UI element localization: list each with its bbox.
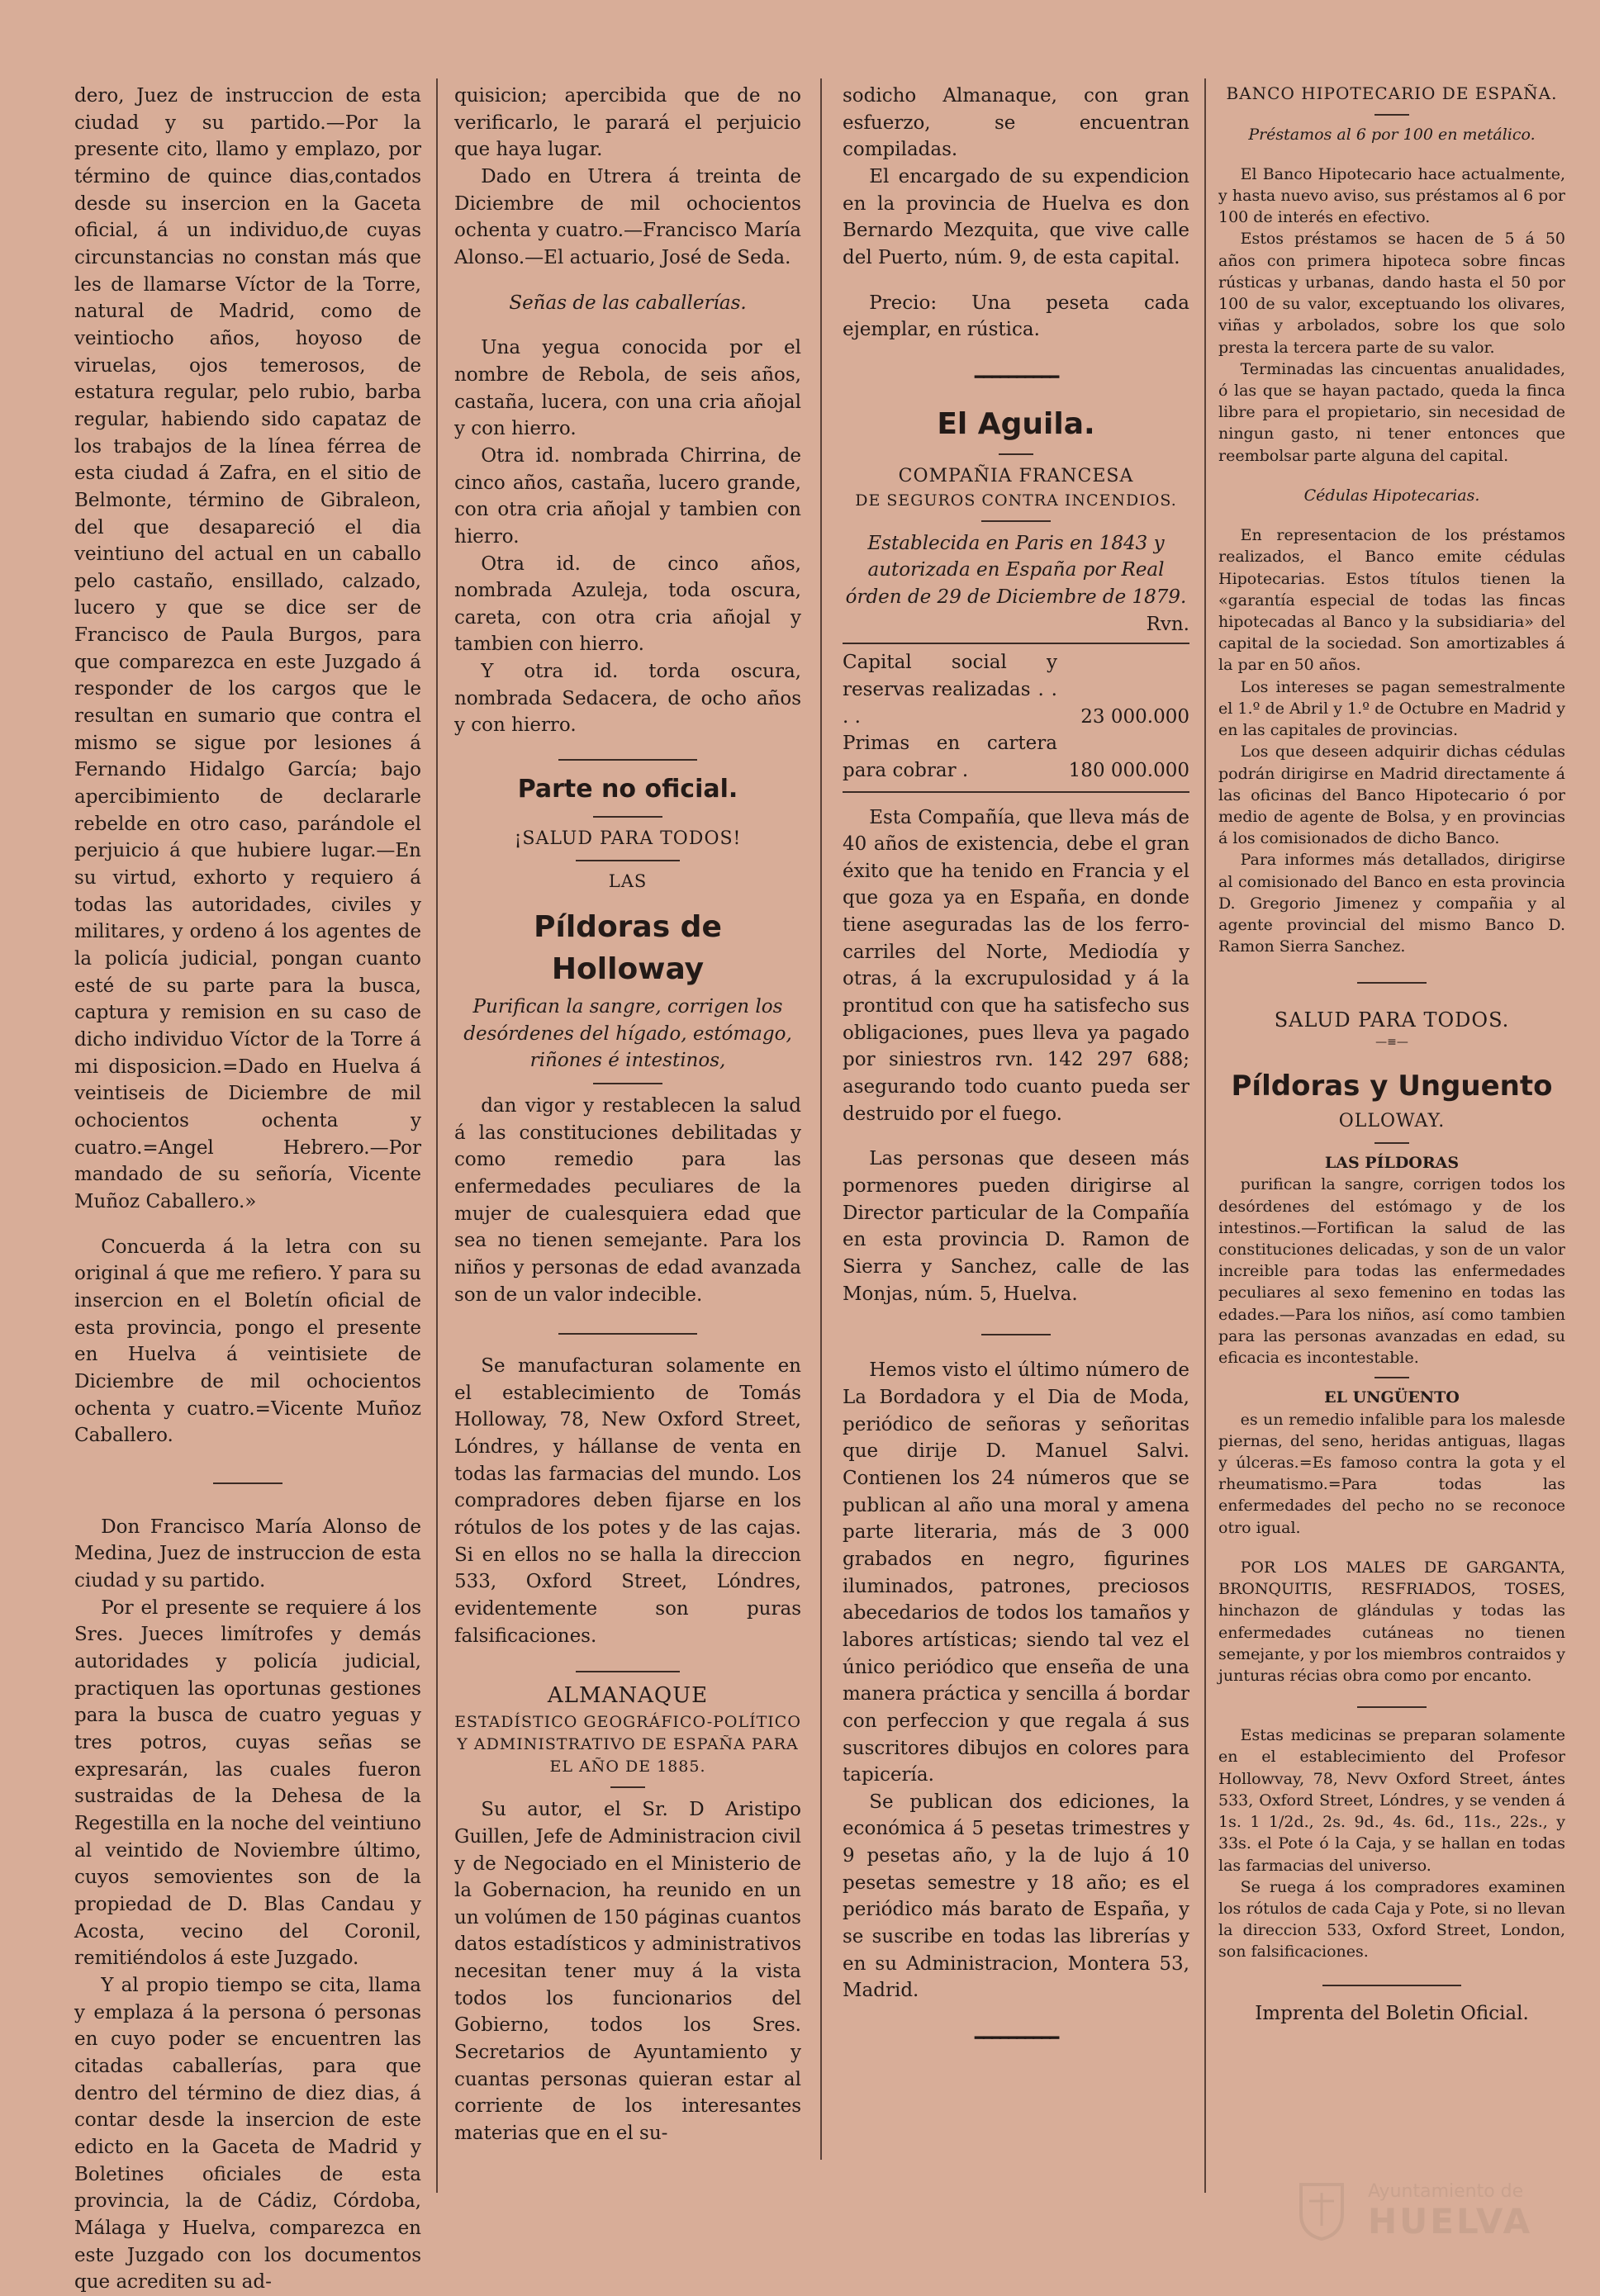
section-rule bbox=[558, 1333, 697, 1335]
paragraph: El encargado de su expendicion en la provincia de Huelva es don Bernardo Mezquita, que vive calle del Puerto, núm. 9, de esta capital. bbox=[843, 165, 1189, 268]
paragraph: Para informes más detallados, dirigirse al comisionado del Banco en esta provincia D. Gregorio Jimenez y compañia y al agente provincial del mismo Banco D. Ramon Sierra Sanchez. bbox=[1218, 851, 1565, 956]
column-4 bbox=[1218, 83, 1565, 2027]
paragraph: Los que deseen adquirir dichas cédulas podrán dirigirse en Madrid directamente á las oficinas del Banco Hipotecario ó por medio de agente de Bolsa, y en provincias á los comisionados de dicho Banco. bbox=[1218, 742, 1565, 848]
section-rule bbox=[610, 1786, 645, 1788]
paragraph: Hemos visto el último número de La Bordadora y el Dia de Moda, periódico de señoras y señoritas que dirije D. Manuel Salvi. Contienen los 24 números que se publican al año una moral y amena parte literaria, más de 3 000 grabados en negro, figurines iluminados, patrones, preciosos abecedarios de todos los tamaños y labores artísticas; siendo tal vez el único periódico que enseña de una manera práctica y sencilla á bordar con perfeccion y que regala á sus suscritores dibujos en colores para tapicería. bbox=[843, 1359, 1189, 1786]
paragraph: Terminadas las cincuentas anualidades, ó las que se hayan pactado, queda la finca libre para el propietario, sin necesidad de ningun gasto, ni tener entonces que reembolsar parte alguna del capital. bbox=[1218, 359, 1565, 465]
section-rule bbox=[576, 1671, 680, 1672]
column-1 bbox=[74, 83, 421, 2296]
paragraph: En representacion de los préstamos realizados, el Banco emite cédulas Hipotecarias. Estos títulos tienen la «garantía especial de todas las fincas hipotecadas al Banco y la subsidiaria» del capital de la sociedad. Son amortizables á la par en 50 años. bbox=[1218, 526, 1565, 675]
capital-value: 23 000.000 bbox=[1080, 705, 1189, 728]
capital-row bbox=[843, 649, 1189, 730]
section-title: BANCO HIPOTECARIO DE ESPAÑA. bbox=[1226, 83, 1558, 103]
paragraph: El Banco Hipotecario hace actualmente, y hasta nuevo aviso, sus préstamos al 6 por 100 de interés en efectivo. bbox=[1218, 164, 1565, 227]
paragraph: Se manufacturan solamente en el establecimiento de Tomás Holloway, 78, New Oxford Street, Lóndres, y hállanse de venta en todas las farmacias del mundo. Los compradores deben fijarse en los rótulos de los potes y de las cajas. Si en ellos no se halla la direccion 533, Oxford Street, Lóndres, evidentemente son puras falsificaciones. bbox=[454, 1355, 801, 1647]
paragraph: Estos préstamos se hacen de 5 á 50 años con primera hipoteca sobre fincas rústicas y urbanas, dando hasta el 50 por 100 de su valor, exceptuando los olivares, viñas y arbolados, sobre los que solo presta la tercera parte de su valor. bbox=[1218, 230, 1565, 357]
ad-subtitle: OLLOWAY. bbox=[1338, 1110, 1446, 1131]
ad-title: Píldoras de Holloway bbox=[534, 909, 722, 986]
printer-imprint: Imprenta del Boletin Oficial. bbox=[1255, 2002, 1529, 2024]
section-title: ALMANAQUE bbox=[547, 1683, 709, 1709]
paragraph: Y otra id. torda oscura, nombrada Sedacera, de ocho años y con hierro. bbox=[454, 661, 801, 737]
section-rule bbox=[981, 520, 1051, 522]
ad-subtitle: Purifican la sangre, corrigen los desórdenes del hígado, estómago, riñones é intestinos, bbox=[463, 995, 792, 1072]
section-rule bbox=[1357, 982, 1427, 984]
section-rule bbox=[576, 860, 680, 861]
subheading: LAS PÍLDORAS bbox=[1324, 1154, 1460, 1173]
ornament: —≡— bbox=[1375, 1035, 1408, 1049]
column-2 bbox=[454, 83, 801, 2147]
section-title: El Aguila. bbox=[937, 407, 1095, 442]
capital-label: Capital social y reservas realizadas . . . . bbox=[843, 652, 1057, 728]
currency-label: Rvn. bbox=[1146, 613, 1189, 635]
ornament-rule: ━━━━━━━━━━ bbox=[974, 2028, 1058, 2048]
paragraph: Don Francisco María Alonso de Medina, Juez de instruccion de esta ciudad y su partido. bbox=[74, 1516, 421, 1592]
section-rule bbox=[1357, 1706, 1427, 1708]
section-title: SALUD PARA TODOS. bbox=[1274, 1008, 1510, 1032]
paragraph: sodicho Almanaque, con gran esfuerzo, se encuentran compiladas. bbox=[843, 85, 1189, 161]
section-rule bbox=[593, 1083, 662, 1084]
ayuntamiento-watermark bbox=[1289, 2176, 1569, 2242]
section-rule bbox=[1374, 1377, 1409, 1378]
section-subtitle: Cédulas Hipotecarias. bbox=[1303, 486, 1480, 505]
paragraph: dan vigor y restablecen la salud á las constituciones debilitadas y como remedio para las enfermedades peculiares de la mujer de cualesquiera edad que sea no tienen semejante. Para los niños y personas de edad avanzada son de un valor indecible. bbox=[454, 1094, 801, 1306]
section-rule bbox=[981, 1334, 1051, 1335]
paragraph: Las personas que deseen más pormenores pueden dirigirse al Director particular de la Compañía en esta provincia D. Ramon de Sierra y Sanchez, calle de las Monjas, núm. 5, Huelva. bbox=[843, 1148, 1189, 1305]
column-divider bbox=[820, 78, 822, 2160]
section-subtitle: ¡SALUD PARA TODOS! bbox=[514, 828, 742, 849]
section-rule bbox=[593, 816, 662, 818]
paragraph: POR LOS MALES DE GARGANTA, BRONQUITIS, RESFRIADOS, TOSES, hinchazon de glándulas y todas las enfermedades cutáneas no tienen semejante, y por los miembros contraidos y junturas récias obra como por encanto. bbox=[1218, 1558, 1565, 1685]
paragraph: dero, Juez de instruccion de esta ciudad y su partido.—Por la presente cito, llamo y emplazo, por término de quince dias,contados desde su insercion en la Gaceta oficial, á un individuo,de cuyas circunstancias no constan más que les de llamarse Víctor de la Torre, natural de Madrid, como de veintiocho años, hoyoso de viruelas, ojos temerosos, de estatura regular, pelo rubio, barba regular, habiendo sido capataz de los trabajos de la línea férrea de esta ciudad á Zafra, en el sitio de Belmonte, término de Gibraleon, del que desapareció el dia veintiuno del actual en un caballo pelo castaño, ensillado, calzado, lucero y que se dice ser de Francisco de Paula Burgos, para que comparezca en este Juzgado á responder de los cargos que le resultan en sumario que contra el mismo se sigue por lesiones á Fernando Hidalgo García; bajo apercibimiento de declararle rebelde en otro caso, parándole el perjuicio á que hubiere lugar.—En su virtud, exhorto y requiero á todas las autoridades, civiles y militares, y ordeno á los agentes de la policía judicial, pongan cuanto esté de su parte para la busca, captura y remision en su caso de dicho individuo Víctor de la Torre á mi disposicion.=Dado en Huelva á veintiseis de Diciembre de mil ochocientos ochenta y cuatro.=Angel Hebrero.—Por mandado de su señoría, Vicente Muñoz Caballero.» bbox=[74, 85, 421, 1212]
company-subtitle: DE SEGUROS CONTRA INCENDIOS. bbox=[855, 491, 1177, 510]
section-subtitle: ESTADÍSTICO GEOGRÁFICO-POLÍTICO Y ADMINISTRATIVO DE ESPAÑA PARA EL AÑO DE 1885. bbox=[454, 1713, 801, 1777]
paragraph: Otra id. nombrada Chirrina, de cinco años, castaña, lucero grande, con otra cria añojal y tambien con hierro. bbox=[454, 444, 801, 548]
paragraph: Se ruega á los compradores examinen los rótulos de cada Caja y Pote, si no llevan la direccion 533, Oxford Street, London, son falsificaciones. bbox=[1218, 1877, 1565, 1962]
section-label: LAS bbox=[608, 870, 648, 891]
table-rule bbox=[843, 791, 1189, 793]
paragraph: Otra id. de cinco años, nombrada Azuleja, toda oscura, careta, con otra cria añojal y tambien con hierro. bbox=[454, 553, 801, 656]
section-rule bbox=[999, 453, 1033, 455]
section-subtitle: Préstamos al 6 por 100 en metálico. bbox=[1248, 125, 1536, 144]
company-title: COMPAÑIA FRANCESA bbox=[898, 466, 1134, 487]
primas-row bbox=[843, 730, 1189, 784]
section-rule bbox=[1374, 1142, 1409, 1144]
column-3 bbox=[843, 83, 1189, 2064]
paragraph: Los intereses se pagan semestralmente el 1.º de Abril y 1.º de Octubre en Madrid y en las capitales de provincias. bbox=[1218, 677, 1565, 740]
paragraph: Estas medicinas se preparan solamente en el establecimiento del Profesor Hollowvay, 78, Nevv Oxford Street, ántes 533, Oxford Street, Lóndres, y se venden á 1s. 1 1/2d., 2s. 9d., 4s. 6d., 11s., 22s., y 33s. el Pote ó la Caja, y se hallan en todas las farmacias del universo. bbox=[1218, 1726, 1565, 1875]
section-rule bbox=[213, 1482, 282, 1484]
section-rule bbox=[558, 759, 697, 761]
section-heading: Señas de las caballerías. bbox=[509, 292, 747, 314]
company-established: Establecida en Paris en 1843 y autorizada en España por Real órden de 29 de Diciembre de 1879. bbox=[845, 532, 1187, 608]
crest-icon bbox=[1289, 2176, 1355, 2242]
table-rule bbox=[843, 643, 1189, 644]
section-title: Parte no oficial. bbox=[517, 775, 738, 804]
paragraph: Por el presente se requiere á los Sres. Jueces limítrofes y demás autoridades y policía judicial, practiquen las oportunas gestiones para la busca de cuatro yeguas y tres potros, cuyas señas se expresarán, las cuales fueron sustraidas de la Dehesa de la Regestilla en la noche del veintiuno al veintido de Noviembre último, cuyos semovientes son de la propiedad de D. Blas Candau y Acosta, vecino del Coronil, remitiéndolos á este Juzgado. bbox=[74, 1596, 421, 1970]
paragraph: purifican la sangre, corrigen todos los desórdenes del estómago y de los intestinos.—Fortifican la salud de las constituciones delicadas, y son de un valor increible para todas las enfermedades peculiares al sexo femenino en todas las edades.—Para los niños, así como tambien para las personas avanzadas en edad, su eficacia es incontestable. bbox=[1218, 1175, 1565, 1368]
column-divider bbox=[436, 78, 438, 2193]
primas-value: 180 000.000 bbox=[1068, 759, 1189, 781]
paragraph: es un remedio infalible para los malesde piernas, del seno, heridas antiguas, llagas y úlceras.=Es famoso contra la gota y el rheumatismo.=Para todas las enfermedades del pecho no se reconoce otro igual. bbox=[1218, 1410, 1565, 1537]
subheading: EL UNGÜENTO bbox=[1324, 1388, 1460, 1407]
paragraph: Precio: Una peseta cada ejemplar, en rústica. bbox=[843, 292, 1189, 341]
watermark-line-2: HUELVA bbox=[1368, 2201, 1533, 2241]
paragraph: Concuerda á la letra con su original á que me refiero. Y para su insercion en el Boletín oficial de esta provincia, pongo el presente en Huelva á veintisiete de Diciembre de mil ochocientos ochenta y cuatro.=Vicente Muñoz Caballero. bbox=[74, 1236, 421, 1447]
paragraph: Dado en Utrera á treinta de Diciembre de mil ochocientos ochenta y cuatro.—Francisco María Alonso.—El actuario, José de Seda. bbox=[454, 165, 801, 268]
paragraph: Una yegua conocida por el nombre de Rebola, de seis años, castaña, lucera, con una cria añojal y con hierro. bbox=[454, 337, 801, 440]
paragraph: Y al propio tiempo se cita, llama y emplaza á la persona ó personas en cuyo poder se encuentren las citadas caballerías, para que dentro del término de diez dias, á contar desde la insercion de este edicto en la Gaceta de Madrid y Boletines oficiales de esta provincia, la de Cádiz, Córdoba, Málaga y Huelva, comparezca en este Juzgado con los documentos que acrediten su ad- bbox=[74, 1974, 421, 2294]
ornament-rule: ━━━━━━━━━━ bbox=[974, 366, 1058, 387]
primas-label: Primas en cartera para cobrar . bbox=[843, 733, 1057, 781]
paragraph: Su autor, el Sr. D Aristipo Guillen, Jefe de Administracion civil y de Negociado en el Ministerio de la Gobernacion, ha reunido en un un volúmen de 150 páginas cuantos datos estadísticos y administrativos necesitan tener muy á la vista todos los funcionarios del Gobierno, todos los Sres. Secretarios de Ayuntamiento y cuantas personas quieran estar al corriente de los interesantes materias que en el su- bbox=[454, 1799, 801, 2145]
paragraph: Se publican dos ediciones, la económica á 5 pesetas trimestres y 9 pesetas año, y la de lujo á 10 pesetas semestre y 18 año; es el periódico más barato de España, y se suscribe en todas las librerías y en su Administracion, Montera 53, Madrid. bbox=[843, 1791, 1189, 2002]
paragraph: Esta Compañía, que lleva más de 40 años de existencia, debe el gran éxito que ha tenido en Francia y el que goza ya en España, en donde tiene aseguradas las de los ferro-carriles del Norte, Mediodía y otras, á la excrupulosidad y á la prontitud con que ha satisfecho sus obligaciones, pues lleva ya pagado por siniestros rvn. 142 297 688; asegurando todo cuanto pueda ser destruido por el fuego. bbox=[843, 806, 1189, 1125]
ad-title: Píldoras y Unguento bbox=[1231, 1069, 1553, 1103]
section-rule bbox=[1374, 114, 1409, 116]
section-rule bbox=[1322, 1985, 1461, 1986]
paragraph: quisicion; apercibida que de no verificarlo, le parará el perjuicio que haya lugar. bbox=[454, 85, 801, 161]
watermark-line-1: Ayuntamiento de bbox=[1368, 2181, 1524, 2202]
column-divider bbox=[1204, 78, 1206, 2193]
